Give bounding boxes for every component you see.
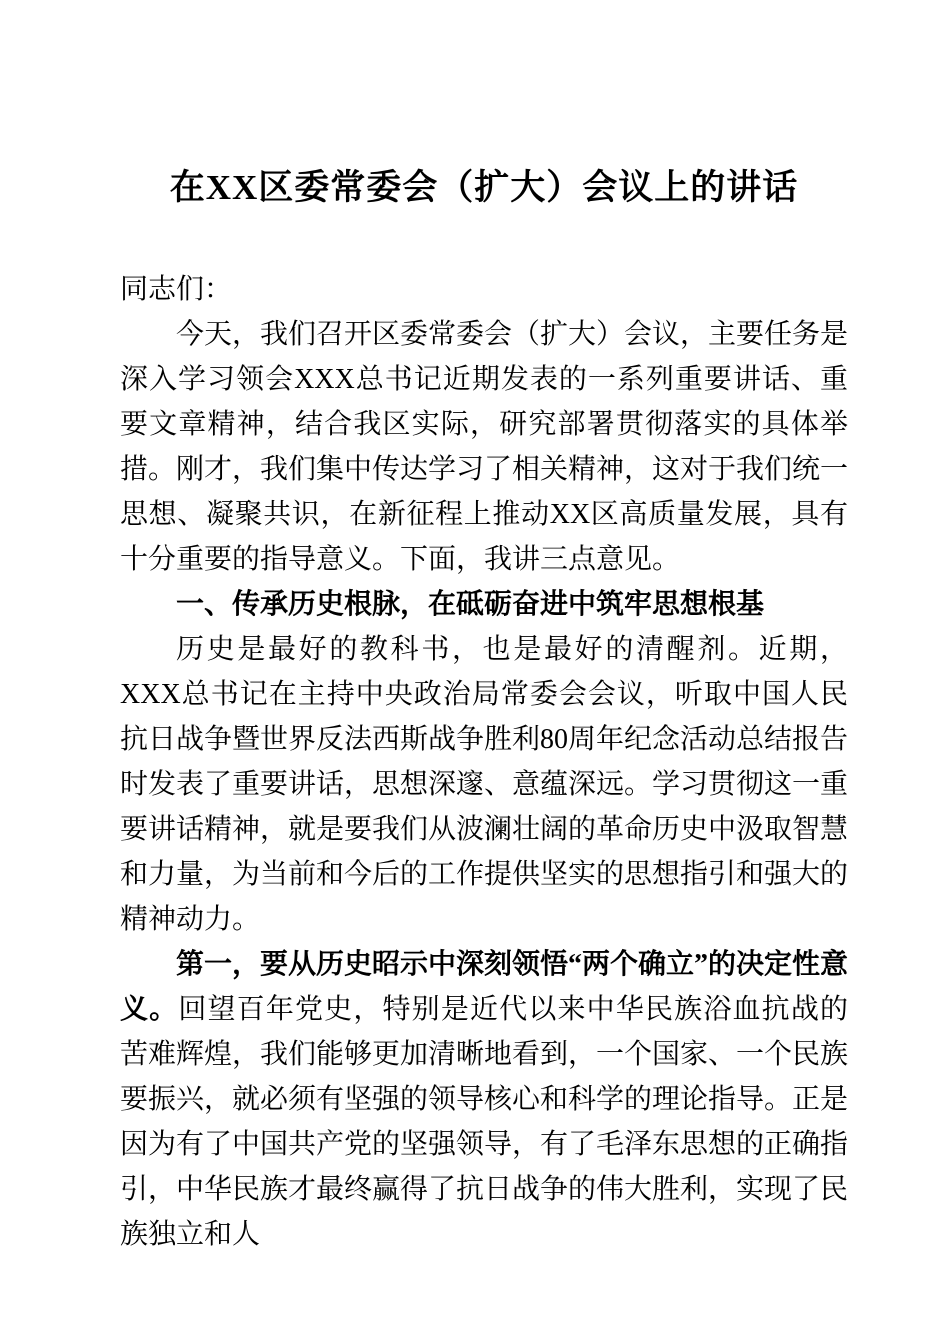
document-body (120, 267, 848, 1257)
salutation: 同志们： (120, 273, 233, 305)
document-title: 在XX区委常委会（扩大）会议上的讲话 (169, 168, 799, 207)
paragraph-list (120, 312, 848, 1257)
body-paragraph: 第一，要从历史昭示中深刻领悟“两个确立”的决定性意义。回望百年党史，特别是近代以来中华民族浴血抗战的苦难辉煌，我们能够更加清晰地看到，一个国家、一个民族要振兴，就必须有坚强的领导核心和科学的理论指导。正是因为有了中国共产党的坚强领导，有了毛泽东思想的正确指引，中华民族才最终赢得了抗日战争的伟大胜利，实现了民族独立和人 (120, 948, 849, 1250)
section-heading: 一、传承历史根脉，在砥砺奋进中筑牢思想根基 (176, 588, 765, 620)
bold-lead-sentence: 第一，要从历史昭示中深刻领悟“两个确立”的决定性意义。 (120, 948, 849, 1025)
body-paragraph: 历史是最好的教科书，也是最好的清醒剂。近期，XXX总书记在主持中央政治局常委会会议，听取中国人民抗日战争暨世界反法西斯战争胜利80周年纪念活动总结报告时发表了重要讲话，思想深邃、意蕴深远。学习贯彻这一重要讲话精神，就是要我们从波澜壮阔的革命历史中汲取智慧和力量，为当前和今后的工作提供坚实的思想指引和强大的精神动力。 (120, 633, 849, 935)
body-paragraph: 今天，我们召开区委常委会（扩大）会议，主要任务是深入学习领会XXX总书记近期发表的一系列重要讲话、重要文章精神，结合我区实际，研究部署贯彻落实的具体举措。刚才，我们集中传达学习了相关精神，这对于我们统一思想、凝聚共识，在新征程上推动XX区高质量发展，具有十分重要的指导意义。下面，我讲三点意见。 (120, 318, 849, 575)
